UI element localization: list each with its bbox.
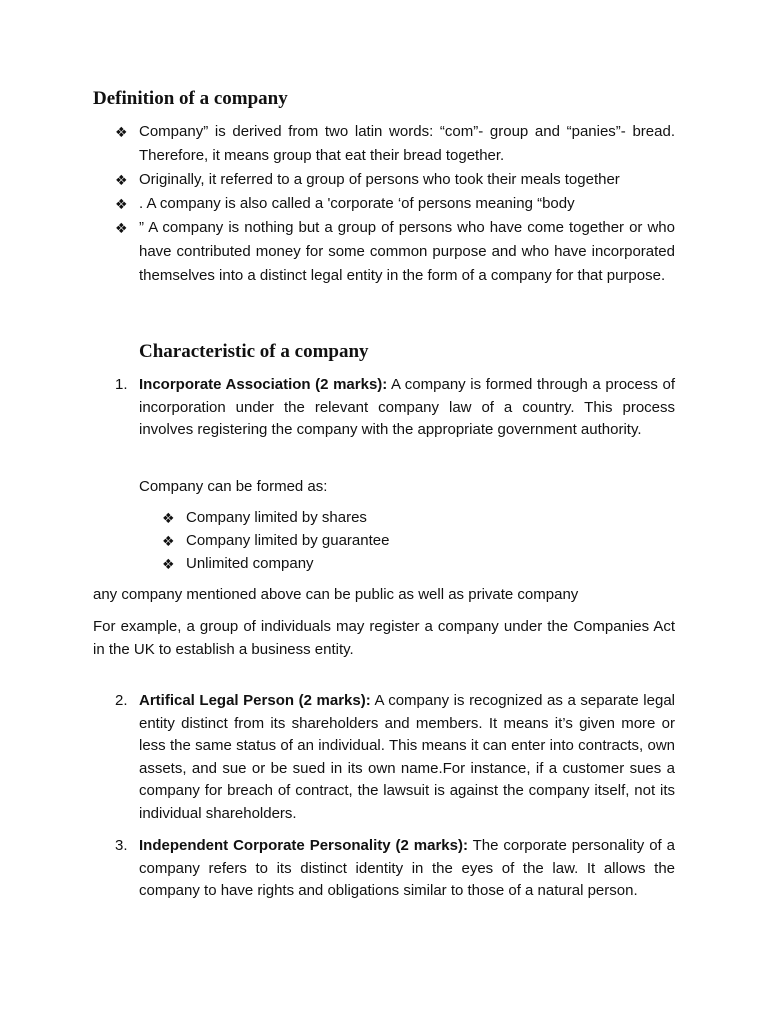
characteristic-item-2	[115, 690, 675, 825]
definition-list	[115, 120, 675, 288]
list-item	[115, 168, 675, 192]
item-body	[139, 374, 675, 442]
formation-options-list	[162, 506, 462, 575]
formed-as-label: Company can be formed as:	[139, 478, 328, 495]
list-item-text: Company” is derived from two latin words: “com”- group and “panies”- bread. Therefore, it means group that eat their bread together.	[139, 123, 675, 164]
diamond-bullet-icon: ❖	[115, 124, 128, 140]
item-title: Incorporate Association (2 marks):	[139, 376, 388, 393]
item-body	[139, 690, 675, 825]
public-private-note: any company mentioned above can be public as well as private company	[93, 586, 579, 603]
item-title: Independent Corporate Personality (2 marks):	[139, 837, 468, 854]
heading-characteristics: Characteristic of a company	[139, 341, 369, 362]
item-title: Artifical Legal Person (2 marks):	[139, 692, 371, 709]
item-number: 3.	[115, 837, 128, 854]
list-item-text: Company limited by shares	[186, 509, 367, 526]
diamond-bullet-icon: ❖	[162, 556, 175, 572]
list-item	[162, 552, 462, 575]
diamond-bullet-icon: ❖	[115, 196, 128, 212]
list-item	[115, 216, 675, 288]
item-number: 2.	[115, 692, 128, 709]
diamond-bullet-icon: ❖	[162, 510, 175, 526]
list-item	[115, 120, 675, 168]
item-body	[139, 835, 675, 903]
list-item-text: Originally, it referred to a group of persons who took their meals together	[139, 171, 620, 188]
characteristic-item-1	[115, 374, 675, 442]
list-item	[162, 506, 462, 529]
list-item-text: . A company is also called a 'corporate ‘of persons meaning “body	[139, 195, 575, 212]
list-item	[115, 192, 675, 216]
item-text: A company is recognized as a separate legal entity distinct from its shareholders and members. It means it’s given more or less the same status of an individual. This means it can enter into contracts, own assets, and sue or be sued in its own name.For instance, if a customer sues a company for breach of contract, the lawsuit is against the company itself, not its individual shareholders.	[139, 692, 675, 822]
diamond-bullet-icon: ❖	[115, 172, 128, 188]
list-item-text: Unlimited company	[186, 555, 314, 572]
item-number: 1.	[115, 376, 128, 393]
list-item-text: Company limited by guarantee	[186, 532, 390, 549]
diamond-bullet-icon: ❖	[162, 533, 175, 549]
item-text: The corporate personality of a company refers to its distinct identity in the eyes of the law. It allows the company to have rights and obligations similar to those of a natural person.	[139, 837, 675, 899]
item-text: A company is formed through a process of incorporation under the relevant company law of a country. This process involves registering the company with the appropriate government authority.	[139, 376, 675, 438]
heading-definition: Definition of a company	[93, 88, 288, 109]
list-item-text: ” A company is nothing but a group of persons who have come together or who have contributed money for some common purpose and who have incorporated themselves into a distinct legal entity in the form of a company for that purpose.	[139, 219, 675, 284]
example-paragraph: For example, a group of individuals may register a company under the Companies Act in the UK to establish a business entity.	[93, 618, 675, 658]
list-item	[162, 529, 462, 552]
characteristic-item-3	[115, 835, 675, 903]
diamond-bullet-icon: ❖	[115, 220, 128, 236]
